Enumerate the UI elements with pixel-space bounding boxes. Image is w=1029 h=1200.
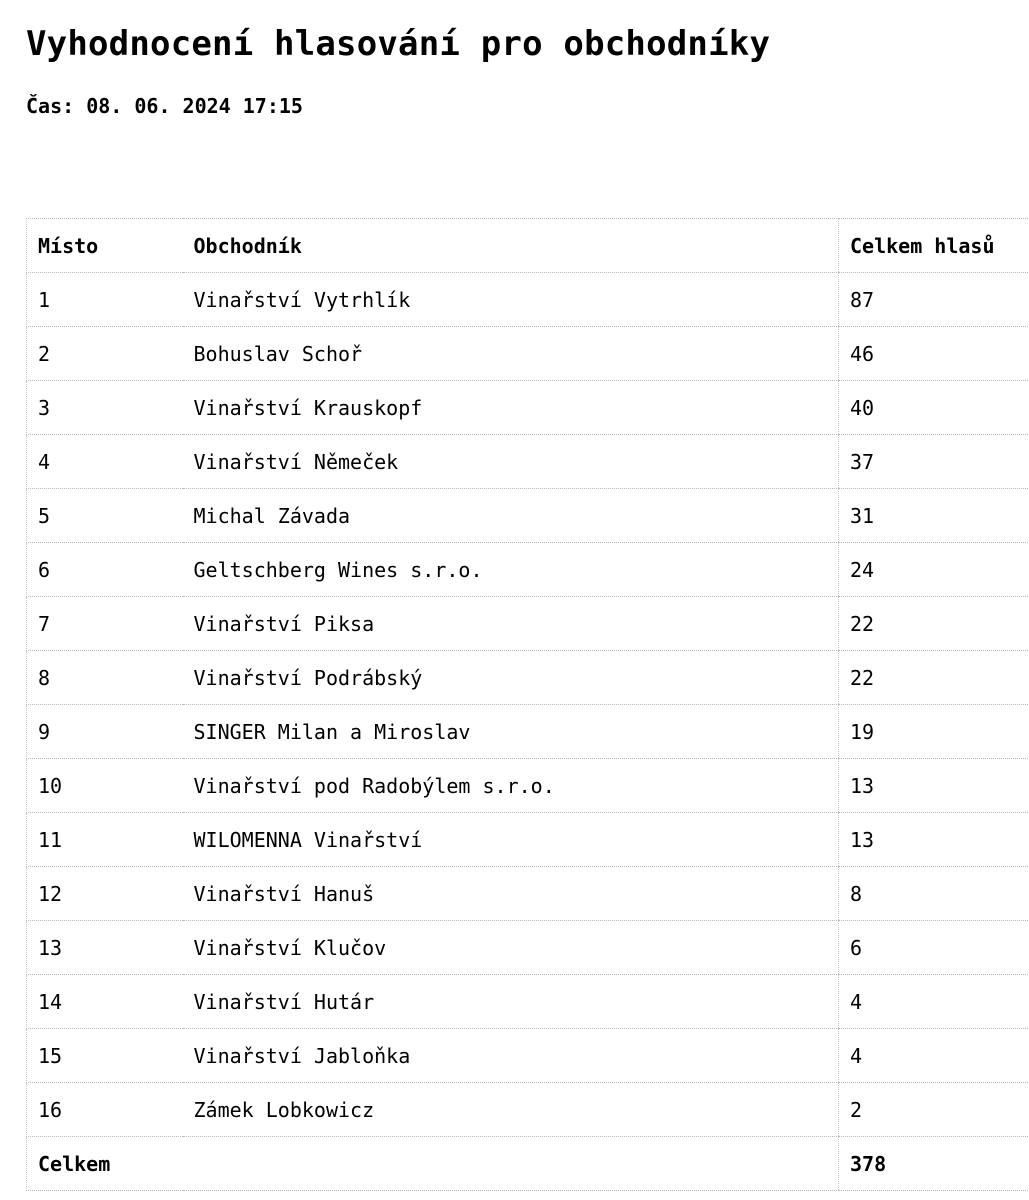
timestamp: Čas: 08. 06. 2024 17:15	[26, 94, 303, 118]
cell-votes: 22	[839, 597, 1029, 651]
table-row	[27, 435, 1029, 489]
cell-merchant: Vinařství Jabloňka	[183, 1029, 839, 1083]
table-header-row	[27, 219, 1029, 273]
cell-merchant: Vinařství Piksa	[183, 597, 839, 651]
total-votes: 378	[839, 1137, 1029, 1191]
total-row	[27, 1137, 1029, 1191]
column-header-place: Místo	[27, 219, 183, 273]
table-row	[27, 489, 1029, 543]
cell-place: 13	[27, 921, 183, 975]
cell-votes: 8	[839, 867, 1029, 921]
table-row	[27, 327, 1029, 381]
results-table	[26, 218, 1029, 1191]
cell-place: 10	[27, 759, 183, 813]
cell-merchant: Zámek Lobkowicz	[183, 1083, 839, 1137]
table-row	[27, 813, 1029, 867]
cell-place: 15	[27, 1029, 183, 1083]
cell-merchant: Bohuslav Schoř	[183, 327, 839, 381]
table-row	[27, 921, 1029, 975]
table-row	[27, 273, 1029, 327]
cell-votes: 2	[839, 1083, 1029, 1137]
cell-votes: 37	[839, 435, 1029, 489]
cell-merchant: Vinařství Krauskopf	[183, 381, 839, 435]
table-row	[27, 975, 1029, 1029]
cell-votes: 46	[839, 327, 1029, 381]
cell-votes: 22	[839, 651, 1029, 705]
cell-merchant: Vinařství Vytrhlík	[183, 273, 839, 327]
page-title: Vyhodnocení hlasování pro obchodníky	[26, 24, 771, 64]
cell-votes: 31	[839, 489, 1029, 543]
table-row	[27, 867, 1029, 921]
cell-place: 7	[27, 597, 183, 651]
cell-place: 2	[27, 327, 183, 381]
table-row	[27, 705, 1029, 759]
cell-merchant: Geltschberg Wines s.r.o.	[183, 543, 839, 597]
table-row	[27, 1083, 1029, 1137]
table-row	[27, 597, 1029, 651]
cell-merchant: Vinařství Hanuš	[183, 867, 839, 921]
column-header-merchant: Obchodník	[183, 219, 839, 273]
cell-merchant: WILOMENNA Vinařství	[183, 813, 839, 867]
cell-votes: 13	[839, 813, 1029, 867]
cell-place: 12	[27, 867, 183, 921]
cell-place: 1	[27, 273, 183, 327]
table-row	[27, 651, 1029, 705]
cell-votes: 6	[839, 921, 1029, 975]
results-body	[27, 273, 1029, 1137]
table-row	[27, 543, 1029, 597]
cell-votes: 13	[839, 759, 1029, 813]
cell-place: 5	[27, 489, 183, 543]
column-header-total-votes: Celkem hlasů	[839, 219, 1029, 273]
cell-votes: 4	[839, 975, 1029, 1029]
table-row	[27, 381, 1029, 435]
cell-place: 3	[27, 381, 183, 435]
cell-votes: 87	[839, 273, 1029, 327]
cell-votes: 19	[839, 705, 1029, 759]
cell-place: 4	[27, 435, 183, 489]
table-row	[27, 1029, 1029, 1083]
table-row	[27, 759, 1029, 813]
cell-votes: 4	[839, 1029, 1029, 1083]
cell-merchant: Vinařství Němeček	[183, 435, 839, 489]
cell-place: 8	[27, 651, 183, 705]
cell-merchant: Michal Závada	[183, 489, 839, 543]
total-label: Celkem	[27, 1137, 183, 1191]
cell-votes: 40	[839, 381, 1029, 435]
cell-place: 11	[27, 813, 183, 867]
cell-votes: 24	[839, 543, 1029, 597]
cell-merchant: Vinařství pod Radobýlem s.r.o.	[183, 759, 839, 813]
cell-merchant: SINGER Milan a Miroslav	[183, 705, 839, 759]
cell-merchant: Vinařství Podrábský	[183, 651, 839, 705]
cell-place: 6	[27, 543, 183, 597]
cell-merchant: Vinařství Klučov	[183, 921, 839, 975]
cell-place: 9	[27, 705, 183, 759]
cell-merchant: Vinařství Hutár	[183, 975, 839, 1029]
cell-place: 14	[27, 975, 183, 1029]
cell-place: 16	[27, 1083, 183, 1137]
total-empty-cell	[183, 1137, 839, 1191]
